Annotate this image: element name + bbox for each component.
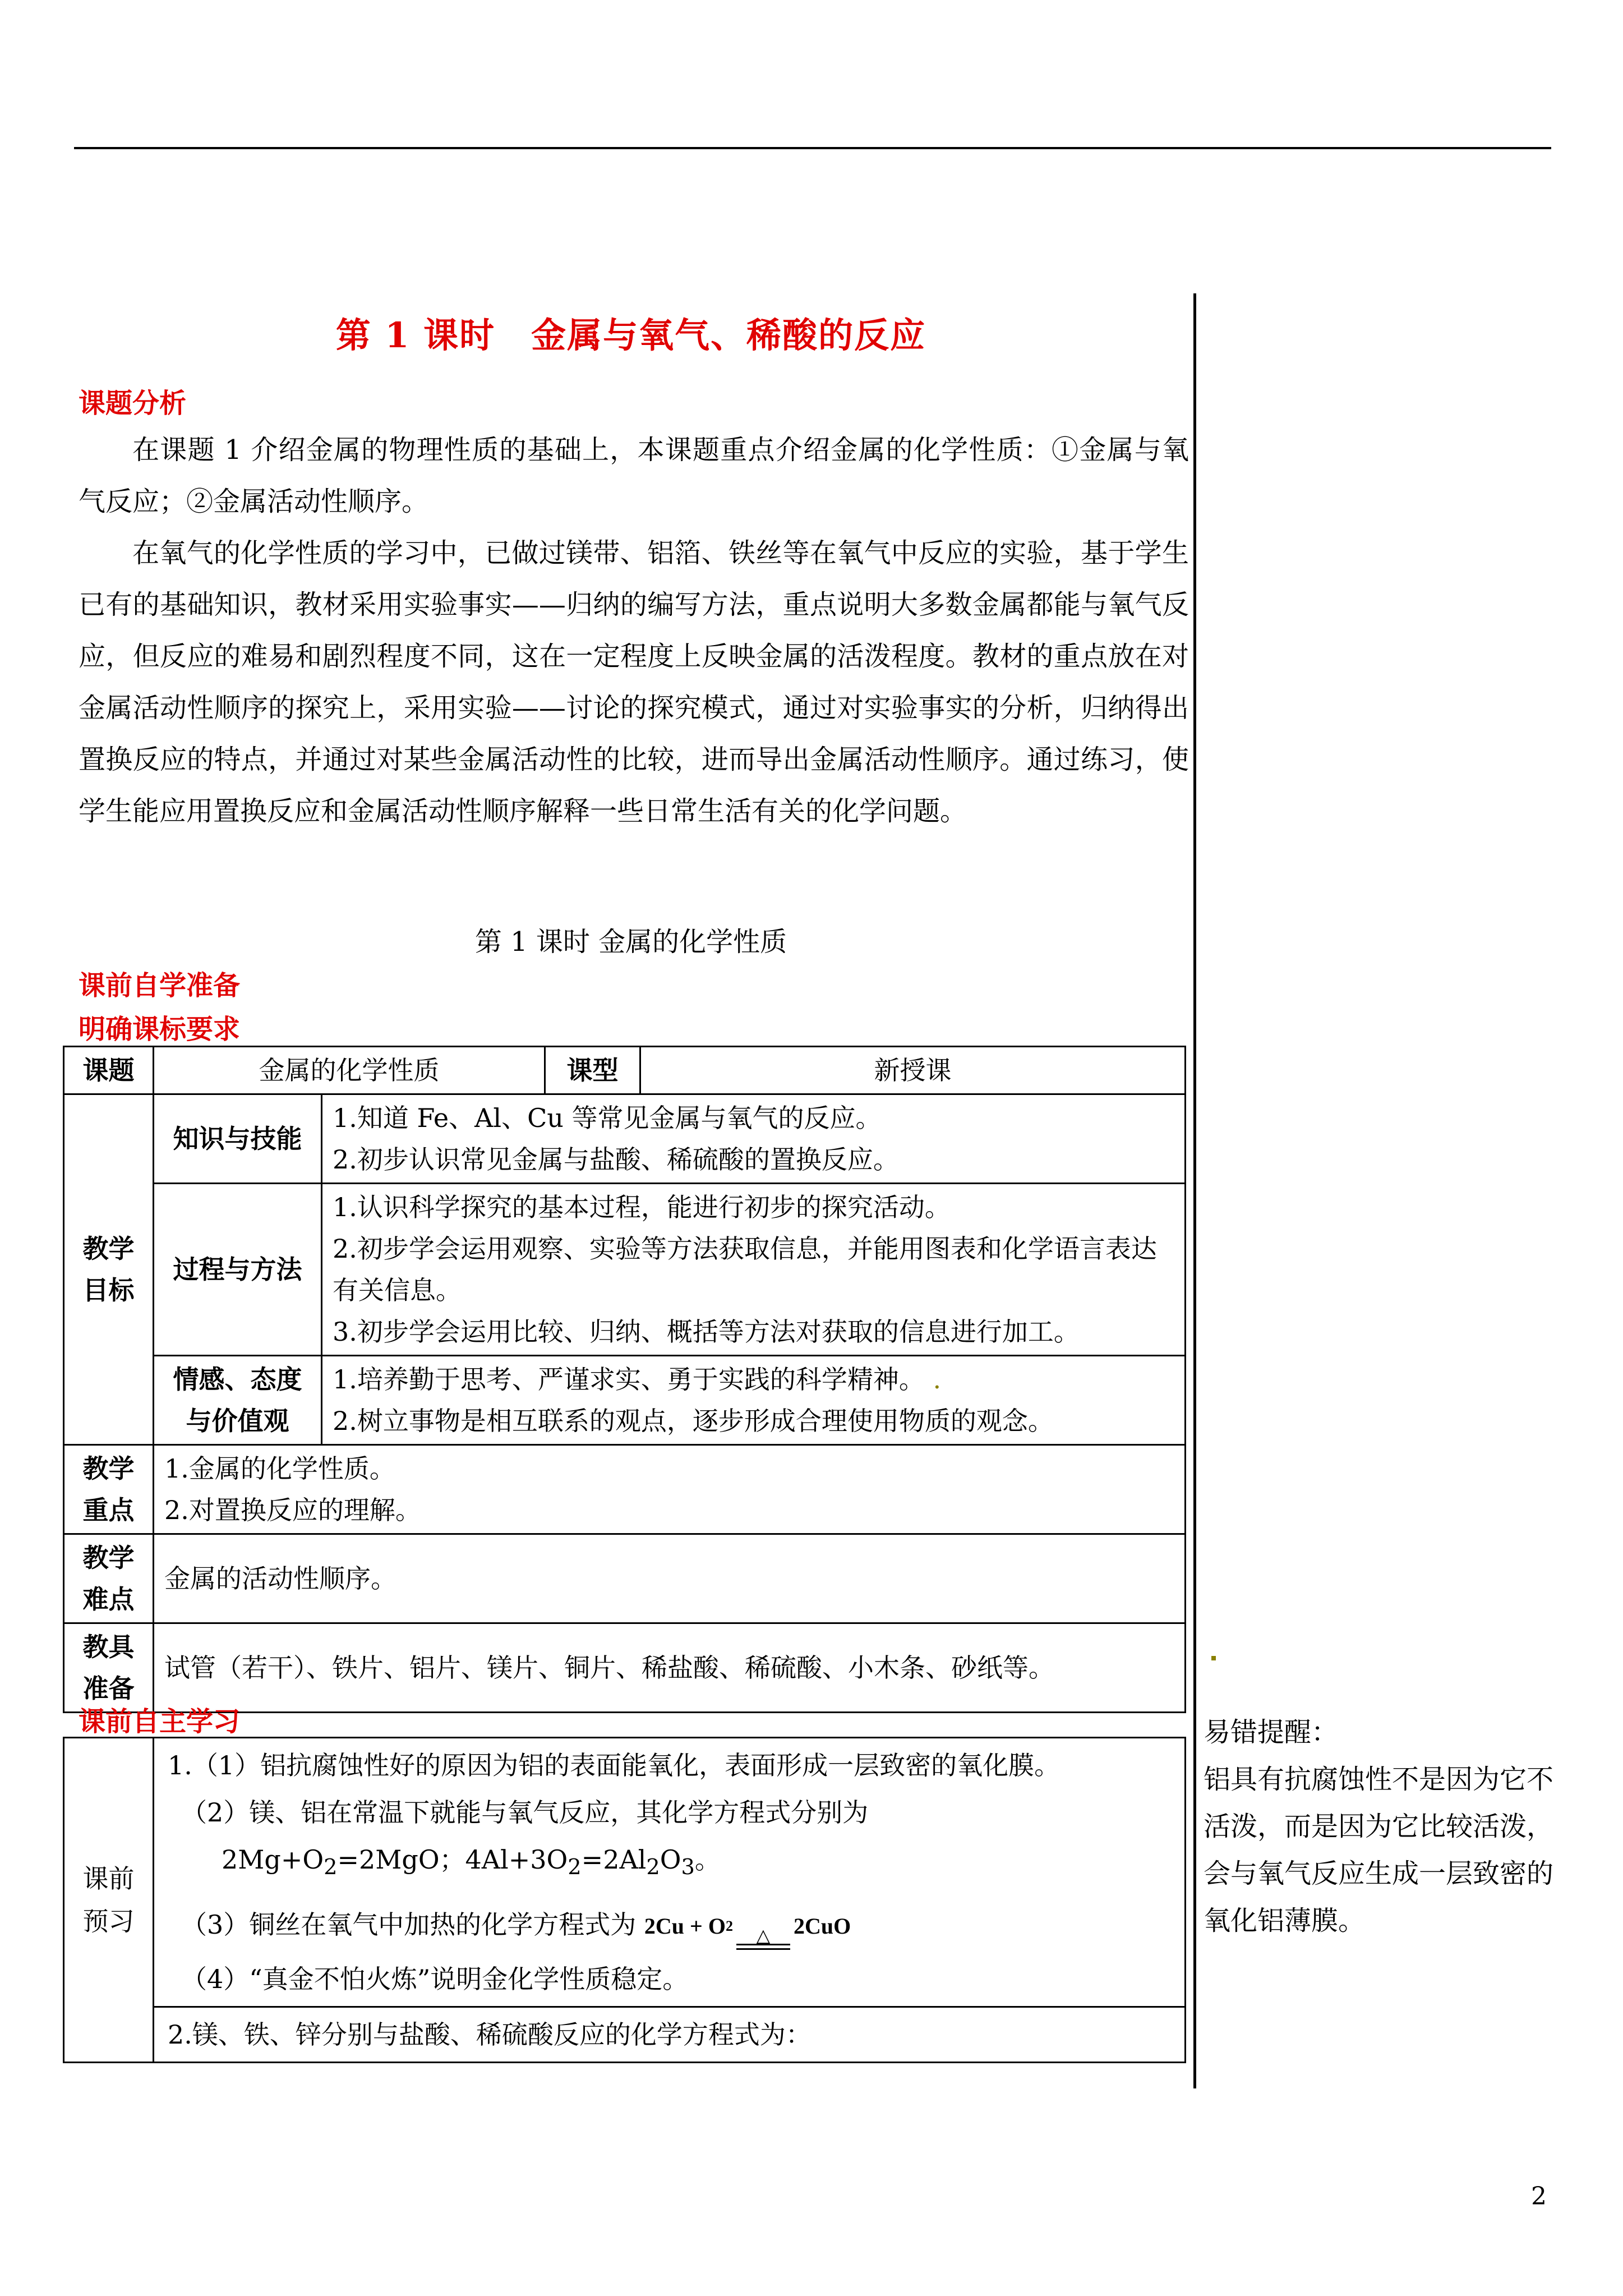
equation-part: =2MgO；4Al+3O (337, 1844, 568, 1875)
type-value: 新授课 (640, 1047, 1186, 1094)
heat-symbol: △ (756, 1925, 771, 1946)
preview-label-text: 课前预习 (82, 1864, 135, 1937)
section-heading-analysis: 课题分析 (79, 388, 187, 419)
difficult-label: 教学难点 (64, 1534, 154, 1623)
preview-q1: 1.（1）铝抗腐蚀性好的原因为铝的表面能氧化，表面形成一层致密的氧化膜。 (168, 1750, 1061, 1780)
key-item-2: 2.对置换反应的理解。 (164, 1495, 421, 1525)
preview-q3-text: （3）铜丝在氧气中加热的化学方程式为 (181, 1910, 637, 1940)
emotion-item-1 (333, 1359, 1174, 1400)
equation-part: O (660, 1844, 681, 1875)
table-row (64, 1534, 1186, 1623)
preview-q4: （4）“真金不怕火炼”说明金化学性质稳定。 (181, 1964, 689, 1995)
table-row (64, 1356, 1186, 1445)
analysis-paragraph-2: 在氧气的化学性质的学习中，已做过镁带、铝箔、铁丝等在氧气中反应的实验，基于学生已有的基础知识，教材采用实验事实——归纳的编写方法，重点说明大多数金属都能与氧气反应，但反应的难易和剧烈程度不同，这在一定程度上反映金属的活泼程度。教材的重点放在对金属活动性顺序的探究上，采用实验——讨论的探究模式，通过对实验事实的分析，归纳得出置换反应的特点，并通过对某些金属活动性的比较，进而导出金属活动性顺序。通过练习，使学生能应用置换反应和金属活动性顺序解释一些日常生活有关的化学问题。 (79, 537, 1189, 827)
table-row (64, 1047, 1186, 1094)
equation-part: =2Al (581, 1844, 647, 1875)
objectives-table (63, 1046, 1186, 1713)
key-item-1: 1.金属的化学性质。 (164, 1453, 395, 1484)
difficult-value: 金属的活动性顺序。 (154, 1534, 1186, 1623)
table-row (64, 1184, 1186, 1356)
key-content (154, 1445, 1186, 1534)
header-rule (74, 147, 1551, 149)
table-row (64, 1094, 1186, 1184)
goals-label: 教学目标 (64, 1094, 154, 1445)
sidebar-text: 铝具有抗腐蚀性不是因为它不活泼，而是因为它比较活泼，会与氧气反应生成一层致密的氧化铝薄膜。 (1204, 1764, 1554, 1936)
process-content (322, 1184, 1186, 1356)
table-row (64, 1445, 1186, 1534)
emotion-item-2: 2.树立事物是相互联系的观点，逐步形成合理使用物质的观念。 (333, 1406, 1054, 1436)
knowledge-item-2: 2.初步认识常见金属与盐酸、稀硫酸的置换反应。 (333, 1144, 899, 1175)
knowledge-item-1: 1.知道 Fe、Al、Cu 等常见金属与氧气的反应。 (333, 1103, 882, 1133)
process-item-1: 1.认识科学探究的基本过程，能进行初步的探究活动。 (333, 1192, 951, 1222)
equation-right: 2CuO (793, 1913, 851, 1939)
knowledge-content (322, 1094, 1186, 1184)
analysis-paragraph-1: 在课题 1 介绍金属的物理性质的基础上，本课题重点介绍金属的化学性质：①金属与氧气反应；②金属活动性顺序。 (79, 434, 1189, 517)
topic-label: 课题 (64, 1047, 154, 1094)
topic-value: 金属的化学性质 (154, 1047, 545, 1094)
section-heading-self-study: 课前自主学习 (79, 1706, 241, 1737)
knowledge-label: 知识与技能 (154, 1094, 322, 1184)
copper-equation: 2Cu + O 2 △ 2CuO (644, 1903, 851, 1950)
equation-part: 2Mg+O (222, 1844, 324, 1875)
stray-dot-icon (1211, 1656, 1216, 1660)
preview-q2-equation: $2Mg+O_2=2MgO$；$4Al+3O_2=2Al_2O_3$。 (222, 1844, 721, 1880)
page-number: 2 (1531, 2182, 1547, 2211)
page-title: 第 1 课时 金属与氧气、稀酸的反应 (335, 315, 926, 356)
key-label: 教学重点 (64, 1445, 154, 1534)
section-heading-prep: 课前自学准备 (79, 970, 241, 1001)
lesson-subtitle: 第 1 课时 金属的化学性质 (474, 926, 787, 958)
table-row (64, 1623, 1186, 1713)
preview-content (154, 1738, 1186, 2007)
preview-table (63, 1737, 1186, 2063)
type-label: 课型 (545, 1047, 640, 1094)
margin-divider (1193, 293, 1196, 2088)
tools-value: 试管（若干）、铁片、铝片、镁片、铜片、稀盐酸、稀硫酸、小木条、砂纸等。 (154, 1623, 1186, 1713)
table-row (64, 1738, 1186, 2007)
emotion-content (322, 1356, 1186, 1445)
table-row (64, 2007, 1186, 2063)
emotion-item-1-text: 1.培养勤于思考、严谨求实、勇于实践的科学精神。 (333, 1364, 925, 1395)
heat-condition-icon (736, 1927, 790, 1950)
preview-label (64, 1738, 154, 2063)
emotion-label: 情感、态度与价值观 (154, 1356, 322, 1445)
stray-dot-icon: . (924, 1364, 942, 1395)
equation-left: 2Cu + O (644, 1913, 726, 1939)
sidebar-title: 易错提醒： (1204, 1717, 1339, 1748)
preview-q2: （2）镁、铝在常温下就能与氧气反应，其化学方程式分别为 (181, 1797, 869, 1828)
preview-q5: 2.镁、铁、锌分别与盐酸、稀硫酸反应的化学方程式为： (154, 2007, 1186, 2063)
tools-label: 教具准备 (64, 1623, 154, 1713)
process-item-2: 2.初步学会运用观察、实验等方法获取信息，并能用图表和化学语言表达有关信息。 (333, 1234, 1157, 1305)
process-label: 过程与方法 (154, 1184, 322, 1356)
section-heading-standard: 明确课标要求 (79, 1014, 241, 1045)
preview-q3 (168, 1901, 1171, 1950)
process-item-3: 3.初步学会运用比较、归纳、概括等方法对获取的信息进行加工。 (333, 1317, 1080, 1347)
